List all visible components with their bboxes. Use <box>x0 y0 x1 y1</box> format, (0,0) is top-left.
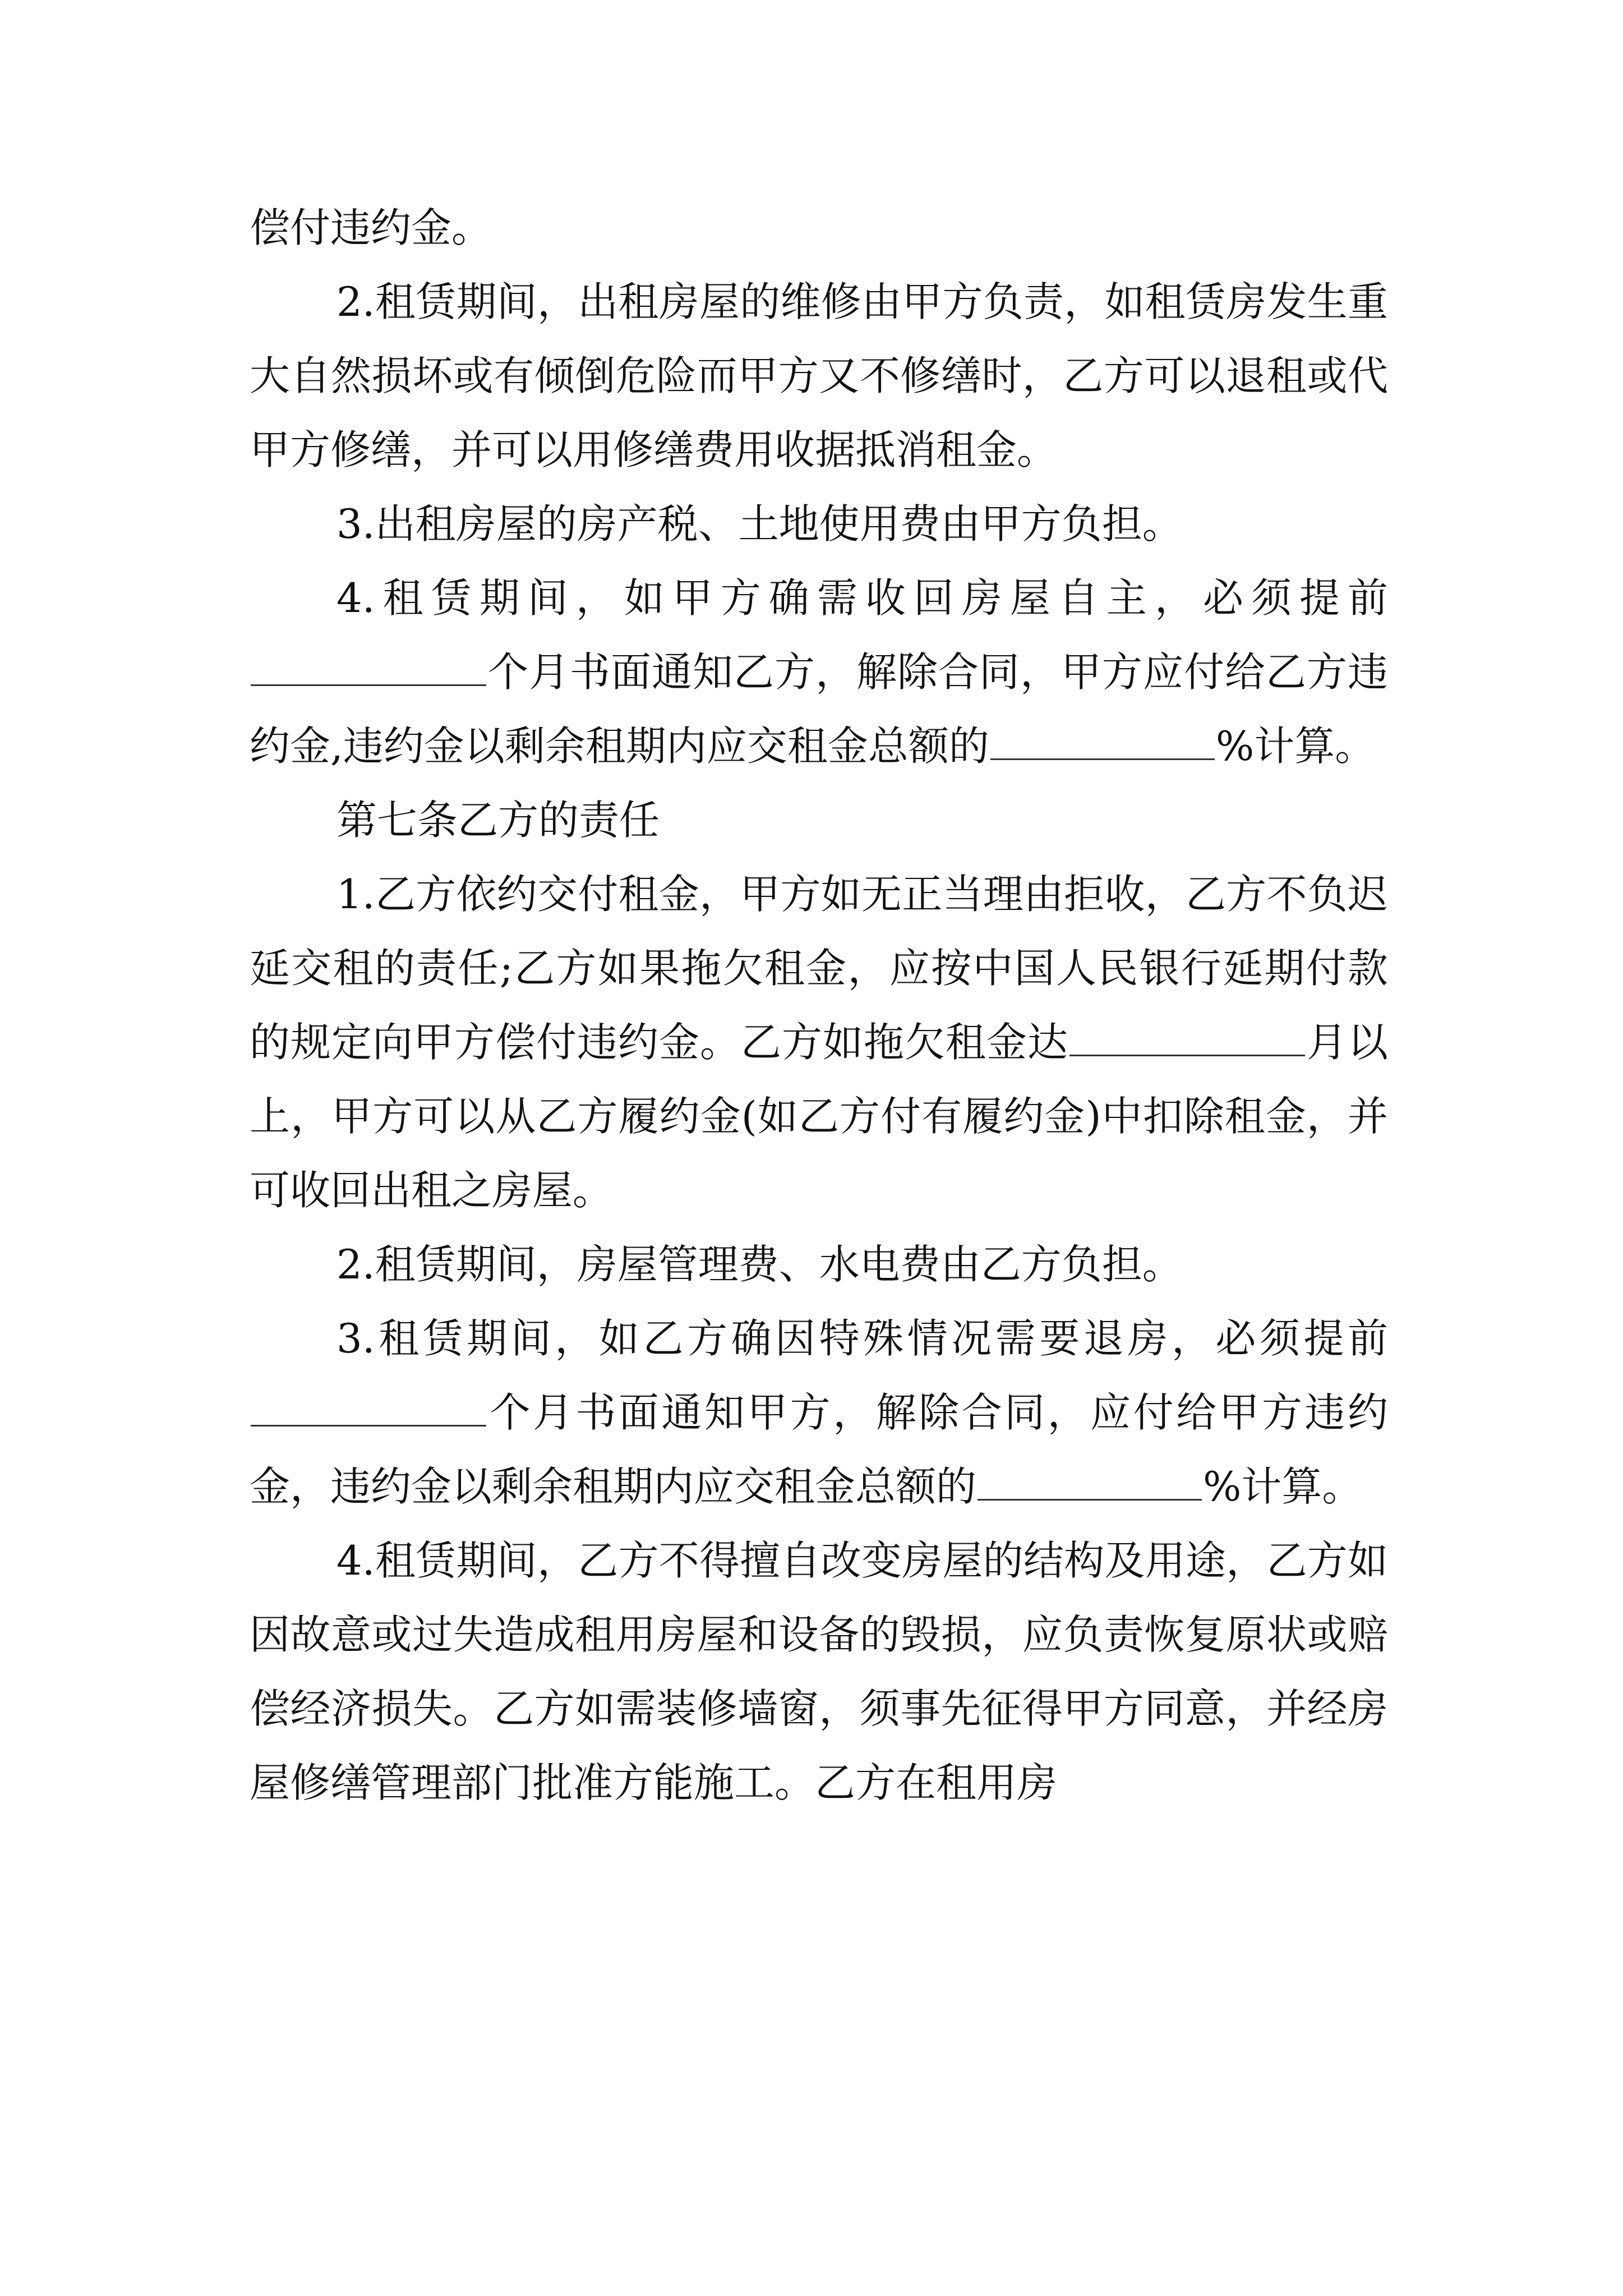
paragraph-item-3-tax <box>250 487 1388 561</box>
blank-fill-line[interactable] <box>1069 1020 1305 1056</box>
section-heading <box>250 783 1388 857</box>
blank-fill-line[interactable] <box>251 1390 486 1427</box>
paragraph-text: 月以上，甲方可以从乙方履约金(如乙方付有履约金)中扣除租金，并可收回出租之房屋。 <box>250 1019 1388 1214</box>
document-body <box>250 191 1388 1820</box>
paragraph-item-1-rent-payment <box>250 857 1388 1227</box>
paragraph-text: 个月书面通知乙方，解除合同，甲方应付给乙方违约金,违约金以剩余租期内应交租金总额的 <box>250 648 1388 770</box>
paragraph-item-4-structure <box>250 1524 1388 1820</box>
paragraph-text: 偿付违约金。 <box>250 204 492 251</box>
blank-fill-line[interactable] <box>978 1464 1202 1501</box>
paragraph-text: 4.租赁期间，乙方不得擅自改变房屋的结构及用途，乙方如因故意或过失造成租用房屋和设备的毁损，应负责恢复原状或赔偿经济损失。乙方如需装修墙窗，须事先征得甲方同意，并经房屋修缮管理部门批准方能施工。乙方在租用房 <box>250 1537 1388 1806</box>
paragraph-text: 个月书面通知甲方，解除合同，应付给甲方违约金，违约金以剩余租期内应交租金总额的 <box>250 1389 1388 1510</box>
paragraph-item-4-landlord-termination <box>250 561 1388 783</box>
paragraph-item-3-tenant-termination <box>250 1301 1388 1524</box>
paragraph-text: 2.租赁期间，房屋管理费、水电费由乙方负担。 <box>336 1241 1183 1288</box>
paragraph-text: %计算。 <box>1215 723 1376 770</box>
paragraph-text: 2.租赁期间，出租房屋的维修由甲方负责，如租赁房发生重大自然损坏或有倾倒危险而甲方又不修缮时，乙方可以退租或代甲方修缮，并可以用修缮费用收据抵消租金。 <box>250 278 1388 473</box>
paragraph-continuation <box>250 191 1388 265</box>
paragraph-text: %计算。 <box>1203 1463 1363 1510</box>
paragraph-item-2-repair <box>250 265 1388 487</box>
blank-fill-line[interactable] <box>251 650 486 686</box>
paragraph-text: 3.租赁期间，如乙方确因特殊情况需要退房，必须提前 <box>336 1315 1388 1362</box>
paragraph-text: 4.租赁期间，如甲方确需收回房屋自主，必须提前 <box>336 574 1388 622</box>
paragraph-text: 3.出租房屋的房产税、土地使用费由甲方负担。 <box>336 500 1183 547</box>
paragraph-text: 1.乙方依约交付租金，甲方如无正当理由拒收，乙方不负迟延交租的责任;乙方如果拖欠租金，应按中国人民银行延期付款的规定向甲方偿付违约金。乙方如拖欠租金达 <box>250 871 1388 1066</box>
heading-text: 第七条乙方的责任 <box>336 797 660 844</box>
paragraph-item-2-fees <box>250 1227 1388 1301</box>
blank-fill-line[interactable] <box>990 724 1215 760</box>
